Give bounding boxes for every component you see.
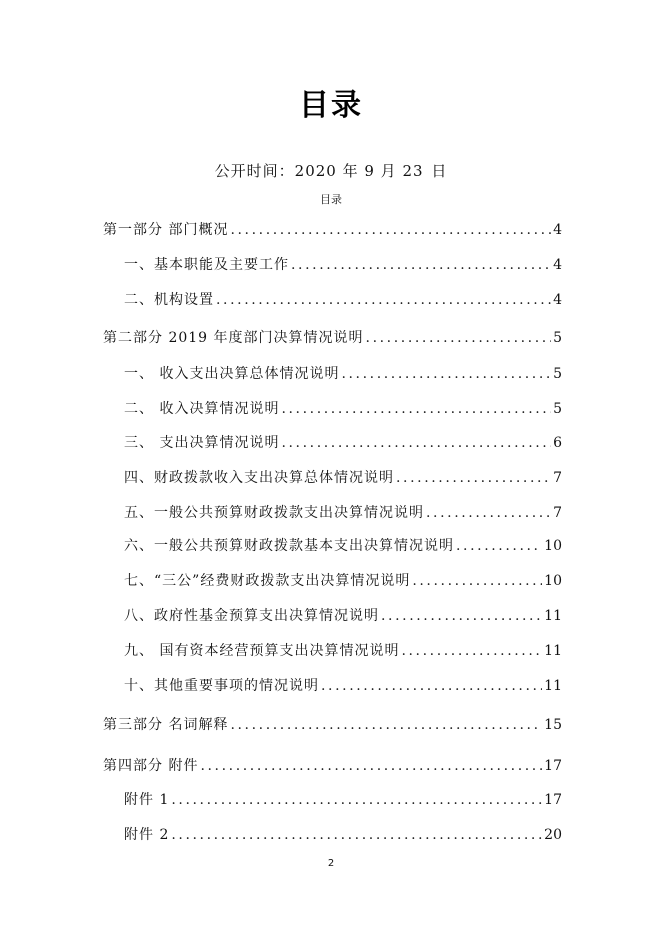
publish-time-day: 日: [431, 162, 448, 180]
toc-entry-page: 7: [553, 470, 562, 486]
toc-dot-leader: [412, 570, 542, 592]
publish-time-label: 公开时间：2020 年 9 月 23: [214, 162, 424, 180]
toc-entry-label: 第三部分 名词解释: [103, 717, 229, 733]
toc-entry-page: 10: [544, 538, 562, 554]
toc-entry-page: 11: [544, 643, 562, 659]
toc-dot-leader: [230, 219, 551, 241]
toc-dot-leader: [341, 363, 551, 385]
toc-entry-page: 20: [544, 827, 562, 843]
toc-entry-page: 15: [544, 717, 562, 733]
toc-entry-page: 11: [544, 608, 562, 624]
toc-entry-label: 附件 1: [124, 792, 170, 808]
toc-dot-leader: [171, 824, 542, 846]
toc-dot-leader: [426, 502, 551, 524]
toc-entry-label: 十、其他重要事项的情况说明: [124, 678, 319, 694]
toc-subtitle: 目录: [320, 193, 342, 206]
toc-entry[interactable]: [103, 714, 562, 736]
toc-entry-label: 八、政府性基金预算支出决算情况说明: [124, 608, 379, 624]
toc-entry-page: 10: [544, 573, 562, 589]
toc-dot-leader: [200, 755, 542, 777]
toc-entry-page: 17: [544, 758, 562, 774]
toc-entry-label: 第一部分 部门概况: [103, 222, 229, 238]
toc-entry-label: 一、 收入支出决算总体情况说明: [124, 366, 340, 382]
toc-entry[interactable]: [103, 327, 562, 349]
toc-entry[interactable]: [124, 570, 562, 592]
toc-entry-label: 第四部分 附件: [103, 758, 199, 774]
toc-entry-page: 4: [553, 257, 562, 273]
toc-entry-page: 7: [553, 505, 562, 521]
toc-entry[interactable]: [103, 219, 562, 241]
toc-dot-leader: [366, 327, 552, 349]
toc-dot-leader: [171, 789, 542, 811]
page-number: 2: [327, 858, 335, 869]
toc-dot-leader: [321, 675, 542, 697]
toc-entry[interactable]: [124, 502, 562, 524]
toc-entry-page: 5: [553, 366, 562, 382]
toc-entry-label: 五、一般公共预算财政拨款支出决算情况说明: [124, 505, 424, 521]
toc-entry[interactable]: [124, 824, 562, 846]
toc-dot-leader: [281, 398, 551, 420]
toc-entry[interactable]: [124, 675, 562, 697]
toc-entry[interactable]: [124, 789, 562, 811]
toc-entry-label: 二、 收入决算情况说明: [124, 401, 280, 417]
toc-entry-label: 二、机构设置: [124, 292, 214, 308]
toc-entry[interactable]: [124, 535, 562, 557]
toc-entry-label: 三、 支出决算情况说明: [124, 435, 280, 451]
page-title: 目录: [299, 88, 363, 123]
toc-dot-leader: [216, 289, 551, 311]
toc-entry-label: 一、基本职能及主要工作: [124, 257, 289, 273]
toc-entry[interactable]: [124, 605, 562, 627]
toc-entry[interactable]: [124, 254, 562, 276]
toc-entry-page: 6: [553, 435, 562, 451]
toc-entry-page: 4: [553, 292, 562, 308]
toc-entry[interactable]: [124, 432, 562, 454]
toc-entry[interactable]: [124, 640, 562, 662]
toc-entry-label: 第二部分 2019 年度部门决算情况说明: [103, 330, 364, 346]
toc-dot-leader: [401, 640, 542, 662]
toc-entry-label: 七、“三公”经费财政拨款支出决算情况说明: [124, 573, 411, 589]
toc-dot-leader: [396, 467, 551, 489]
toc-dot-leader: [456, 535, 542, 557]
toc-dot-leader: [230, 714, 542, 736]
toc-dot-leader: [381, 605, 542, 627]
toc-dot-leader: [281, 432, 551, 454]
toc-entry-page: 4: [553, 222, 562, 238]
toc-entry-label: 六、一般公共预算财政拨款基本支出决算情况说明: [124, 538, 454, 554]
toc-entry[interactable]: [103, 755, 562, 777]
toc-entry[interactable]: [124, 363, 562, 385]
toc-entry-page: 17: [544, 792, 562, 808]
toc-entry-label: 附件 2: [124, 827, 170, 843]
toc-entry-page: 5: [553, 330, 562, 346]
toc-entry[interactable]: [124, 467, 562, 489]
toc-dot-leader: [291, 254, 551, 276]
toc-entry[interactable]: [124, 398, 562, 420]
toc-entry[interactable]: [124, 289, 562, 311]
toc-entry-label: 四、财政拨款收入支出决算总体情况说明: [124, 470, 394, 486]
toc-entry-page: 11: [544, 678, 562, 694]
toc-entry-page: 5: [553, 401, 562, 417]
toc-entry-label: 九、 国有资本经营预算支出决算情况说明: [124, 643, 400, 659]
